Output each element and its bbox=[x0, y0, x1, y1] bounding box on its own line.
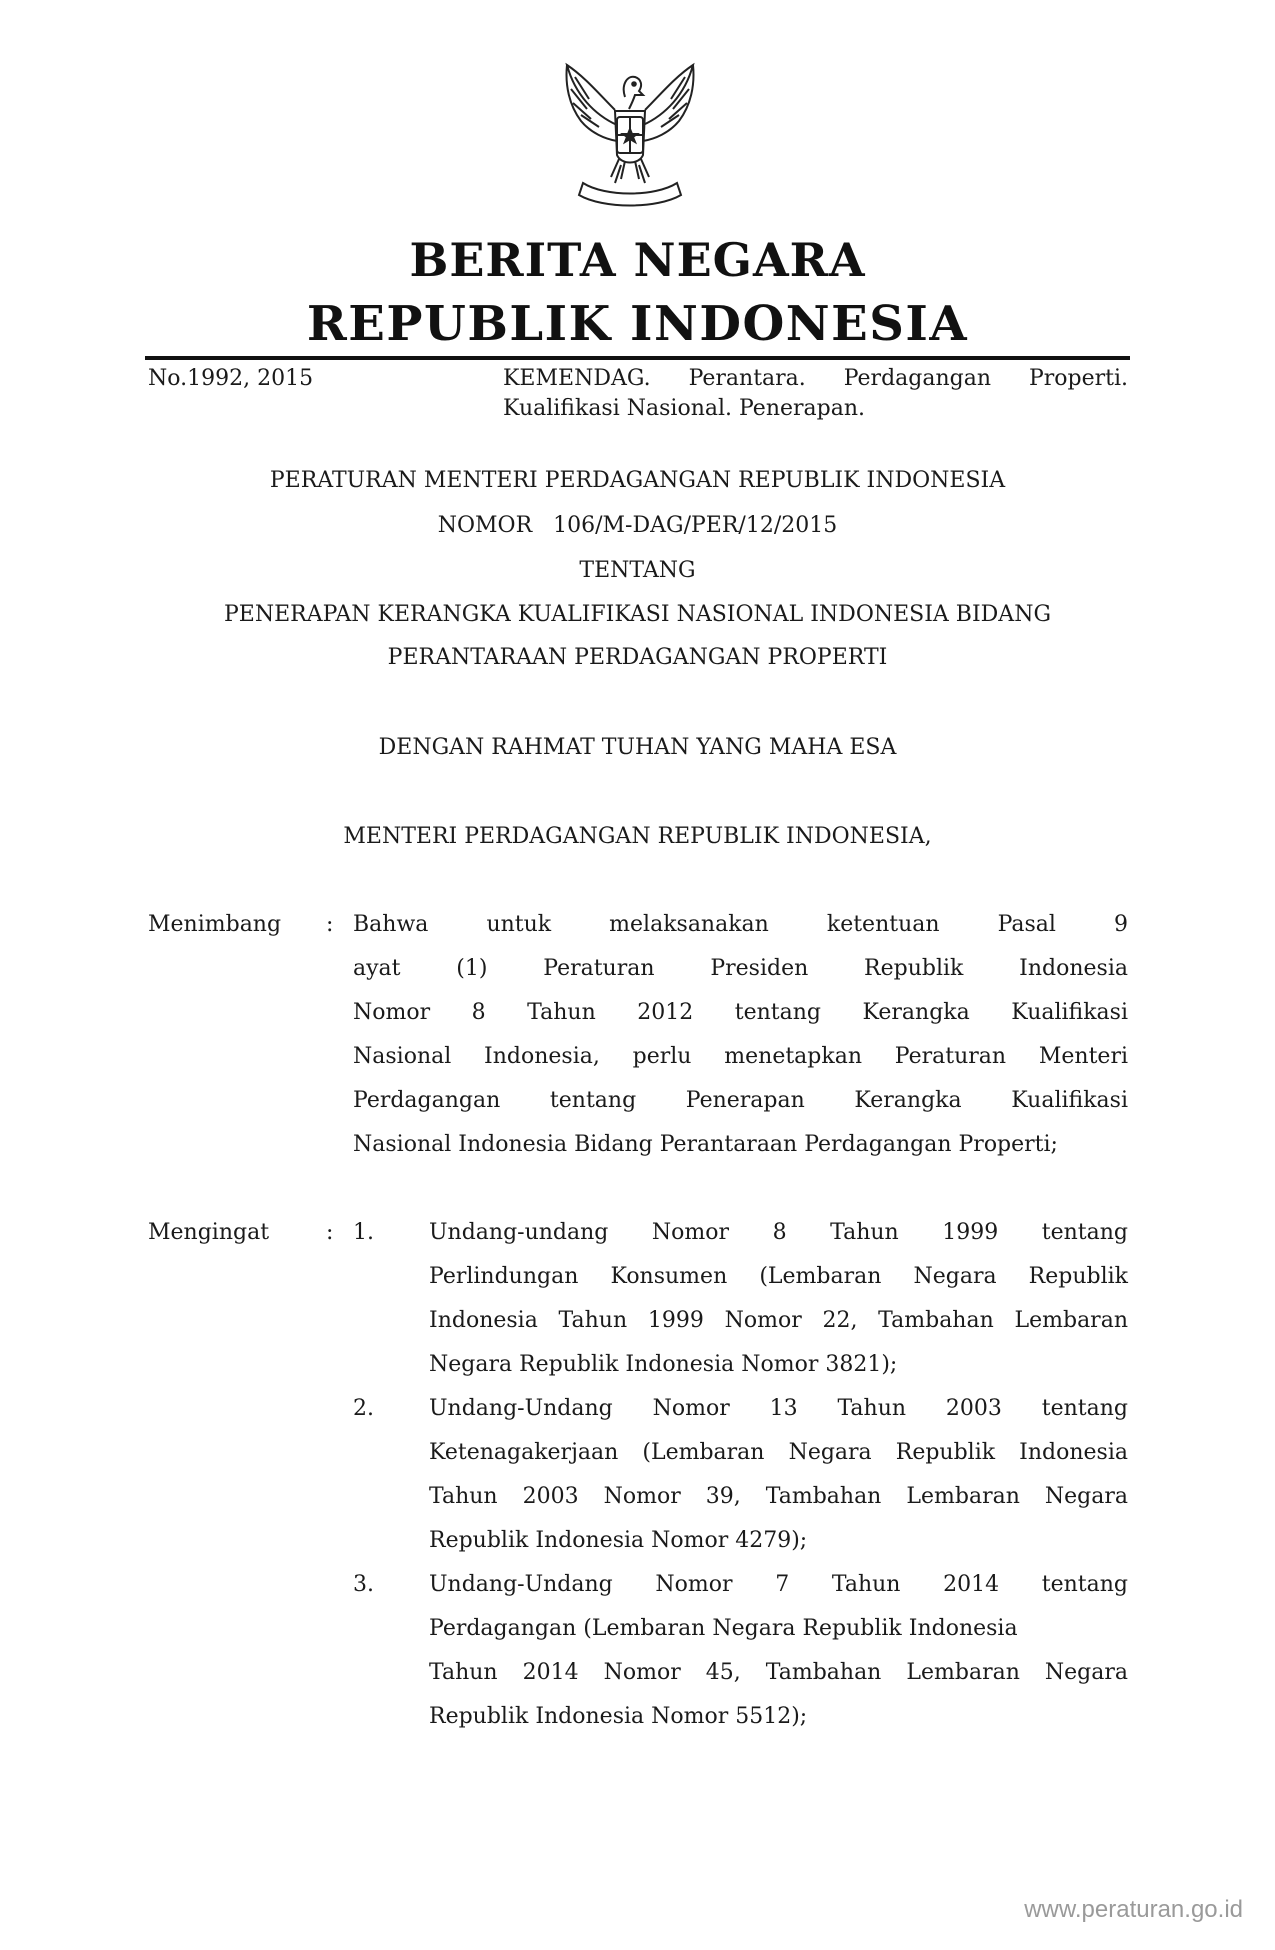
mengingat-item-line: Indonesia Tahun 1999 Nomor 22, Tambahan Lembaran bbox=[429, 1308, 1128, 1333]
masthead-title-line1: BERITA NEGARA bbox=[409, 233, 866, 287]
menimbang-line: Nomor 8 Tahun 2012 tentang Kerangka Kualifikasi bbox=[353, 1000, 1128, 1025]
footer-url: www.peraturan.go.id bbox=[1024, 1896, 1243, 1923]
mengingat-item-line: Undang-Undang Nomor 13 Tahun 2003 tentang bbox=[429, 1396, 1128, 1421]
garuda-pancasila-emblem-icon bbox=[555, 55, 705, 210]
gazette-number: No.1992, 2015 bbox=[148, 366, 314, 391]
regulation-about: TENTANG bbox=[579, 558, 696, 583]
mengingat-colon: : bbox=[326, 1220, 334, 1245]
regulation-issuer: MENTERI PERDAGANGAN REPUBLIK INDONESIA, bbox=[343, 824, 932, 849]
mengingat-item-line: Negara Republik Indonesia Nomor 3821); bbox=[429, 1352, 898, 1377]
masthead-divider bbox=[145, 356, 1130, 360]
masthead-title-line2: REPUBLIK INDONESIA bbox=[306, 296, 969, 352]
mengingat-item-line: Perlindungan Konsumen (Lembaran Negara Republik bbox=[429, 1264, 1128, 1289]
regulation-title: PERATURAN MENTERI PERDAGANGAN REPUBLIK INDONESIA bbox=[269, 468, 1006, 493]
menimbang-line: Perdagangan tentang Penerapan Kerangka Kualifikasi bbox=[353, 1088, 1128, 1113]
mengingat-item-line: Republik Indonesia Nomor 4279); bbox=[429, 1528, 808, 1553]
regulation-blessing: DENGAN RAHMAT TUHAN YANG MAHA ESA bbox=[378, 735, 897, 760]
menimbang-line: ayat (1) Peraturan Presiden Republik Indonesia bbox=[353, 956, 1128, 981]
mengingat-item-line: Republik Indonesia Nomor 5512); bbox=[429, 1704, 808, 1729]
regulation-subject-line2: PERANTARAAN PERDAGANGAN PROPERTI bbox=[387, 645, 888, 670]
mengingat-item-line: Tahun 2003 Nomor 39, Tambahan Lembaran Negara bbox=[429, 1484, 1128, 1509]
regulation-subject-line1: PENERAPAN KERANGKA KUALIFIKASI NASIONAL INDONESIA BIDANG bbox=[223, 602, 1052, 627]
mengingat-item-number: 3. bbox=[353, 1572, 374, 1597]
mengingat-item-line: Undang-undang Nomor 8 Tahun 1999 tentang bbox=[429, 1220, 1128, 1245]
mengingat-item-line: Perdagangan (Lembaran Negara Republik Indonesia bbox=[429, 1616, 1018, 1641]
menimbang-line: Nasional Indonesia, perlu menetapkan Peraturan Menteri bbox=[353, 1044, 1128, 1069]
mengingat-item-line: Undang-Undang Nomor 7 Tahun 2014 tentang bbox=[429, 1572, 1128, 1597]
menimbang-line: Bahwa untuk melaksanakan ketentuan Pasal 9 bbox=[353, 912, 1128, 937]
menimbang-label: Menimbang bbox=[148, 912, 282, 937]
mengingat-item-line: Tahun 2014 Nomor 45, Tambahan Lembaran Negara bbox=[429, 1660, 1128, 1685]
regulation-number: NOMOR 106/M-DAG/PER/12/2015 bbox=[437, 513, 838, 538]
mengingat-item-line: Ketenagakerjaan (Lembaran Negara Republik Indonesia bbox=[429, 1440, 1128, 1465]
gazette-keywords-line2: Kualifikasi Nasional. Penerapan. bbox=[503, 396, 866, 421]
mengingat-item-number: 1. bbox=[353, 1220, 374, 1245]
menimbang-line: Nasional Indonesia Bidang Perantaraan Perdagangan Properti; bbox=[353, 1132, 1058, 1157]
mengingat-item-number: 2. bbox=[353, 1396, 374, 1421]
mengingat-label: Mengingat bbox=[148, 1220, 270, 1245]
gazette-keywords-line1: KEMENDAG. Perantara. Perdagangan Properti. bbox=[503, 366, 1128, 391]
menimbang-colon: : bbox=[326, 912, 334, 937]
